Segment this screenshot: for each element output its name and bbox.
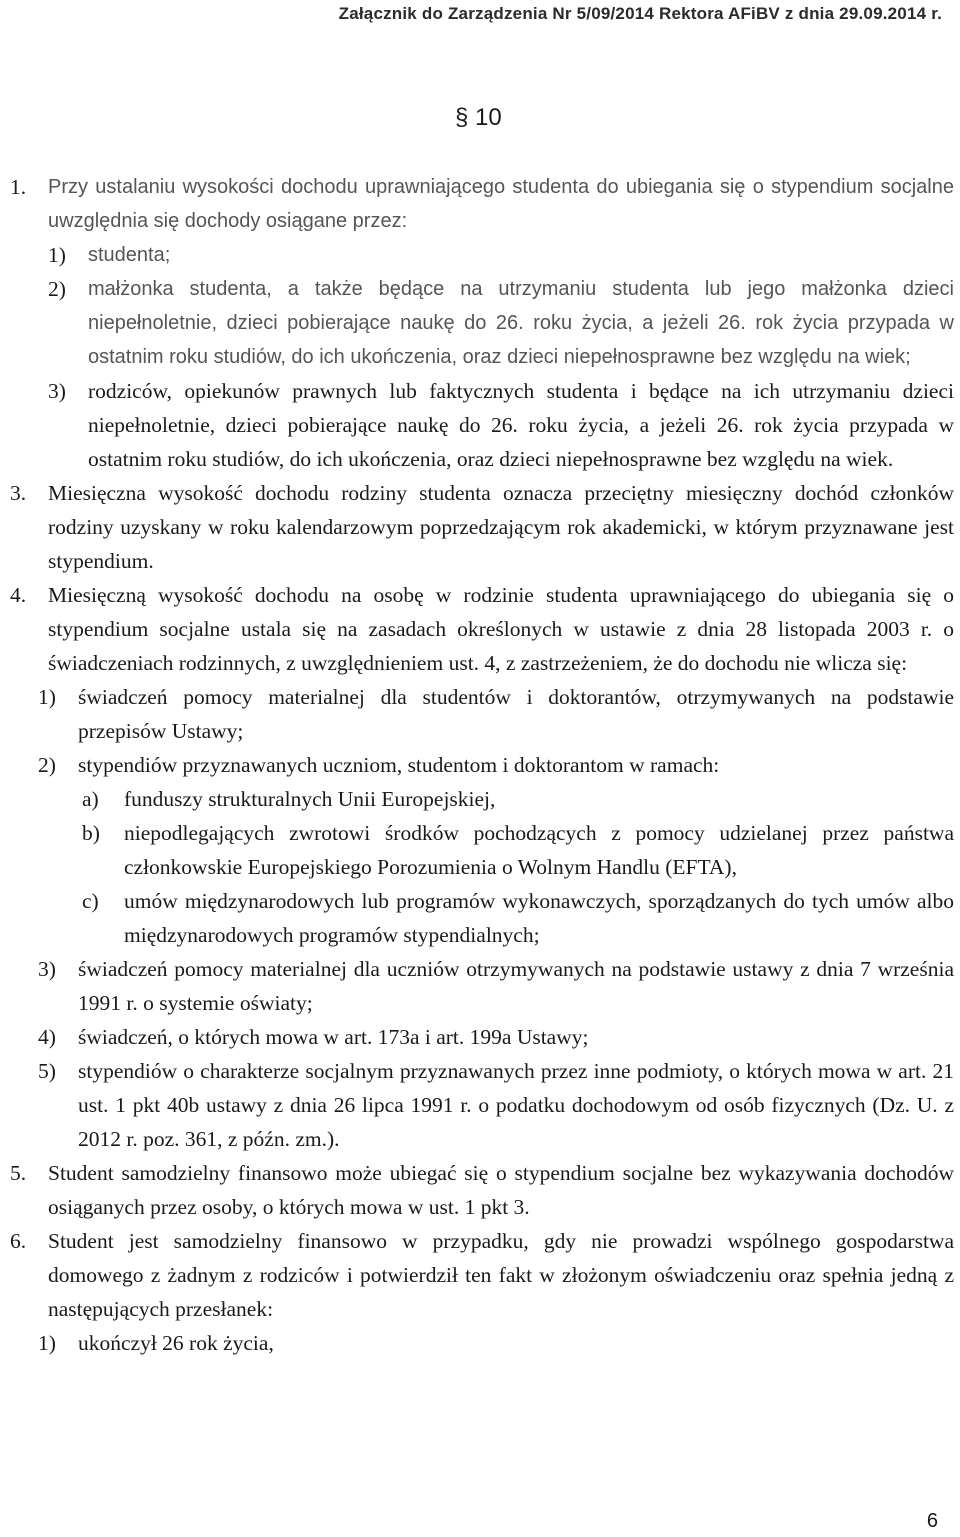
list-item — [38, 1020, 954, 1054]
paragraph-number: 1. — [10, 175, 27, 199]
list-item-text: świadczeń, o których mowa w art. 173a i art. 199a Ustawy; — [78, 1025, 589, 1049]
sub-list-item-text: umów międzynarodowych lub programów wykonawczych, sporządzanych do tych umów albo międzynarodowych programów stypendialnych; — [124, 889, 954, 947]
list-item-text: świadczeń pomocy materialnej dla studentów i doktorantów, otrzymywanych na podstawie przepisów Ustawy; — [78, 685, 954, 743]
sub-list-item-text: niepodlegających zwrotowi środków pochodzących z pomocy udzielanej przez państwa członkowskie Europejskiego Porozumienia o Wolnym Handlu (EFTA), — [124, 821, 954, 879]
paragraph-6 — [10, 1224, 954, 1326]
paragraph-1 — [10, 170, 954, 238]
list-item-number: 1) — [38, 685, 56, 709]
paragraph-number: 4. — [10, 583, 27, 607]
document-header: Załącznik do Zarządzenia Nr 5/09/2014 Rektora AFiBV z dnia 29.09.2014 r. — [338, 4, 942, 23]
list-item-number: 2) — [38, 753, 56, 777]
sub-list-item — [82, 816, 954, 884]
list-item-number: 5) — [38, 1059, 56, 1083]
paragraph-number: 3. — [10, 481, 27, 505]
list-item — [38, 1326, 954, 1360]
paragraph-number: 6. — [10, 1229, 27, 1253]
paragraph-3 — [10, 476, 954, 578]
list-item — [38, 680, 954, 748]
list-item-number: 2) — [48, 277, 66, 301]
list-item-number: 1) — [48, 243, 66, 267]
paragraph-text: Student jest samodzielny finansowo w przypadku, gdy nie prowadzi wspólnego gospodarstwa domowego z żadnym z rodziców i potwierdził ten fakt w złożonym oświadczeniu oraz spełnia jedną z następujących przesłanek: — [48, 1229, 954, 1321]
list-item — [48, 238, 954, 272]
list-item — [38, 748, 954, 782]
sub-list-item — [82, 782, 954, 816]
paragraph-text: Przy ustalaniu wysokości dochodu uprawniającego studenta do ubiegania się o stypendium socjalne uwzględnia się dochody osiągane przez: — [48, 176, 954, 232]
sub-list-item — [82, 884, 954, 952]
paragraph-text: Miesięczna wysokość dochodu rodziny studenta oznacza przeciętny miesięczny dochód członków rodziny uzyskany w roku kalendarzowym poprzedzającym rok akademicki, w którym przyznawane jest stypendium. — [48, 481, 954, 573]
document-body — [10, 170, 954, 1360]
section-heading: § 10 — [455, 104, 502, 131]
sub-list-item-letter: b) — [82, 821, 100, 845]
page-number: 6 — [926, 1510, 938, 1532]
list-item-text: małżonka studenta, a także będące na utrzymaniu studenta lub jego małżonka dzieci niepełnoletnie, dzieci pobierające naukę do 26. roku życia, a jeżeli 26. rok życia przypada w ostatnim roku studiów, do ich ukończenia, oraz dzieci niepełnosprawne bez względu na wiek; — [88, 278, 954, 368]
list-item-number: 4) — [38, 1025, 56, 1049]
list-item — [38, 952, 954, 1020]
paragraph-text: Miesięczną wysokość dochodu na osobę w rodzinie studenta uprawniającego do ubiegania się o stypendium socjalne ustala się na zasadach określonych w ustawie z dnia 28 listopada 2003 r. o świadczeniach rodzinnych, z uwzględnieniem ust. 4, z zastrzeżeniem, że do dochodu nie wlicza się: — [48, 583, 954, 675]
list-item-text: ukończył 26 rok życia, — [78, 1331, 274, 1355]
list-item-text: stypendiów przyznawanych uczniom, studentom i doktorantom w ramach: — [78, 753, 720, 777]
list-item-number: 3) — [48, 379, 66, 403]
paragraph-5 — [10, 1156, 954, 1224]
list-item — [48, 272, 954, 374]
sub-list-item-letter: c) — [82, 889, 99, 913]
list-item — [38, 1054, 954, 1156]
list-item-text: stypendiów o charakterze socjalnym przyznawanych przez inne podmioty, o których mowa w art. 21 ust. 1 pkt 40b ustawy z dnia 26 lipca 1991 r. o podatku dochodowym od osób fizycznych (Dz. U. z 2012 r. poz. 361, z późn. zm.). — [78, 1059, 954, 1151]
list-item-number: 1) — [38, 1331, 56, 1355]
list-item-number: 3) — [38, 957, 56, 981]
sub-list-item-text: funduszy strukturalnych Unii Europejskiej, — [124, 787, 496, 811]
list-item — [48, 374, 954, 476]
paragraph-4 — [10, 578, 954, 680]
list-item-text: studenta; — [88, 244, 171, 266]
sub-list-item-letter: a) — [82, 787, 99, 811]
paragraph-number: 5. — [10, 1161, 27, 1185]
list-item-text: świadczeń pomocy materialnej dla uczniów otrzymywanych na podstawie ustawy z dnia 7 września 1991 r. o systemie oświaty; — [78, 957, 954, 1015]
list-item-text: rodziców, opiekunów prawnych lub faktycznych studenta i będące na ich utrzymaniu dzieci niepełnoletnie, dzieci pobierające naukę do 26. roku życia, a jeżeli 26. rok życia przypada w ostatnim roku studiów, do ich ukończenia, oraz dzieci niepełnosprawne bez względu na wiek. — [88, 379, 954, 471]
paragraph-text: Student samodzielny finansowo może ubiegać się o stypendium socjalne bez wykazywania dochodów osiąganych przez osoby, o których mowa w ust. 1 pkt 3. — [48, 1161, 954, 1219]
